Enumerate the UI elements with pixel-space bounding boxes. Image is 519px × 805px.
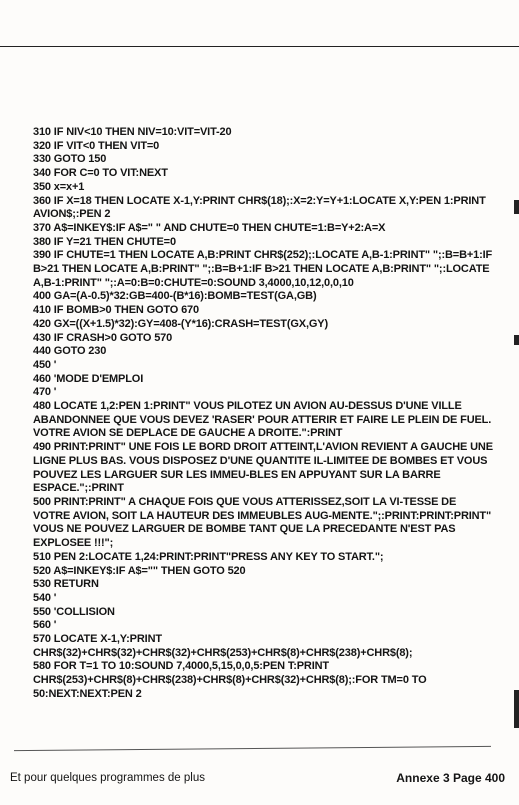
top-rule [0,46,519,47]
code-line: 490 PRINT:PRINT" UNE FOIS LE BORD DROIT ATTEINT,L'AVION REVIENT A GAUCHE UNE LIGNE PLUS BAS. VOUS DISPOSEZ D'UNE QUANTITE IL-LIMITEE DE BOMBES ET VOUS POUVEZ LES LARGUER SUR LES IMMEU-BLES EN APPUYANT SUR LA BARRE ESPACE.";:PRINT [33,441,493,495]
code-line: 450 ' [33,358,57,371]
scan-edge-mark [514,335,519,345]
code-line: 530 RETURN [33,578,99,591]
code-line: 520 A$=INKEY$:IF A$="" THEN GOTO 520 [33,564,246,577]
code-line: 350 x=x+1 [33,180,85,193]
code-line: 510 PEN 2:LOCATE 1,24:PRINT:PRINT"PRESS ANY KEY TO START."; [33,550,384,563]
code-line: 360 IF X=18 THEN LOCATE X-1,Y:PRINT CHR$(18);:X=2:Y=Y+1:LOCATE X,Y:PEN 1:PRINT AVION$;:PEN 2 [33,194,486,221]
code-line: 560 ' [33,619,57,632]
scan-edge-mark [514,200,519,214]
code-line: 480 LOCATE 1,2:PEN 1:PRINT" VOUS PILOTEZ UN AVION AU-DESSUS D'UNE VILLE ABANDONNEE QUE VOUS DEVEZ 'RASER' POUR ATTERIR ET FAIRE LE PLEIN DE FUEL. VOTRE AVION SE DEPLACE DE GAUCHE A DROITE.":PRINT [33,400,492,440]
basic-listing [33,126,493,702]
code-line: 320 IF VIT<0 THEN VIT=0 [33,139,160,152]
code-line: 420 GX=((X+1.5)*32):GY=408-(Y*16):CRASH=TEST(GX,GY) [33,317,328,330]
code-line: 410 IF BOMB>0 THEN GOTO 670 [33,304,199,317]
scan-edge-mark [514,690,519,728]
code-line: 400 GA=(A-0.5)*32:GB=400-(B*16):BOMB=TEST(GA,GB) [33,290,317,303]
code-line: 580 FOR T=1 TO 10:SOUND 7,4000,5,15,0,0,5:PEN T:PRINT CHR$(253)+CHR$(8)+CHR$(238)+CHR$(8)+CHR$(32)+CHR$(8);:FOR TM=0 TO 50:NEXT:NEXT:PEN 2 [33,660,427,700]
code-line: 500 PRINT:PRINT" A CHAQUE FOIS QUE VOUS ATTERISSEZ,SOIT LA VI-TESSE DE VOTRE AVION, SOIT LA HAUTEUR DES IMMEUBLES AUG-MENTE.";:PRINT:PRINT:PRINT" VOUS NE POUVEZ LARGUER DE BOMBE TANT QUE LA PRECEDANTE N'EST PAS EXPLOSEE !!!"; [33,495,492,550]
bottom-rule [14,746,491,751]
code-line: 550 'COLLISION [33,605,115,618]
code-line: 470 ' [33,386,57,399]
code-line: 540 ' [33,591,57,604]
code-line: 390 IF CHUTE=1 THEN LOCATE A,B:PRINT CHR$(252);:LOCATE A,B-1:PRINT" ";:B=B+1:IF B>21 THEN LOCATE A,B:PRINT" ";:B=B+1:IF B>21 THEN LOCATE A,B:PRINT" ";:LOCATE A,B-1:PRINT" ";:A=0:B=0:CHUTE=0:SOUND 3,4000,10,12,0,0,10 [33,249,493,289]
code-line: 370 A$=INKEY$:IF A$=" " AND CHUTE=0 THEN CHUTE=1:B=Y+2:A=X [33,221,386,234]
book-title: Et pour quelques programmes de plus [10,772,205,784]
code-line: 380 IF Y=21 THEN CHUTE=0 [33,235,176,248]
page-number: Annexe 3 Page 400 [396,771,505,785]
code-line: 570 LOCATE X-1,Y:PRINT CHR$(32)+CHR$(32)+CHR$(32)+CHR$(253)+CHR$(8)+CHR$(238)+CHR$(8); [33,633,413,659]
code-line: 440 GOTO 230 [33,345,107,358]
code-line: 460 'MODE D'EMPLOI [33,372,144,385]
code-line: 430 IF CRASH>0 GOTO 570 [33,331,173,344]
code-line: 340 FOR C=0 TO VIT:NEXT [33,167,168,180]
code-line: 330 GOTO 150 [33,153,107,166]
code-line: 310 IF NIV<10 THEN NIV=10:VIT=VIT-20 [33,126,232,138]
